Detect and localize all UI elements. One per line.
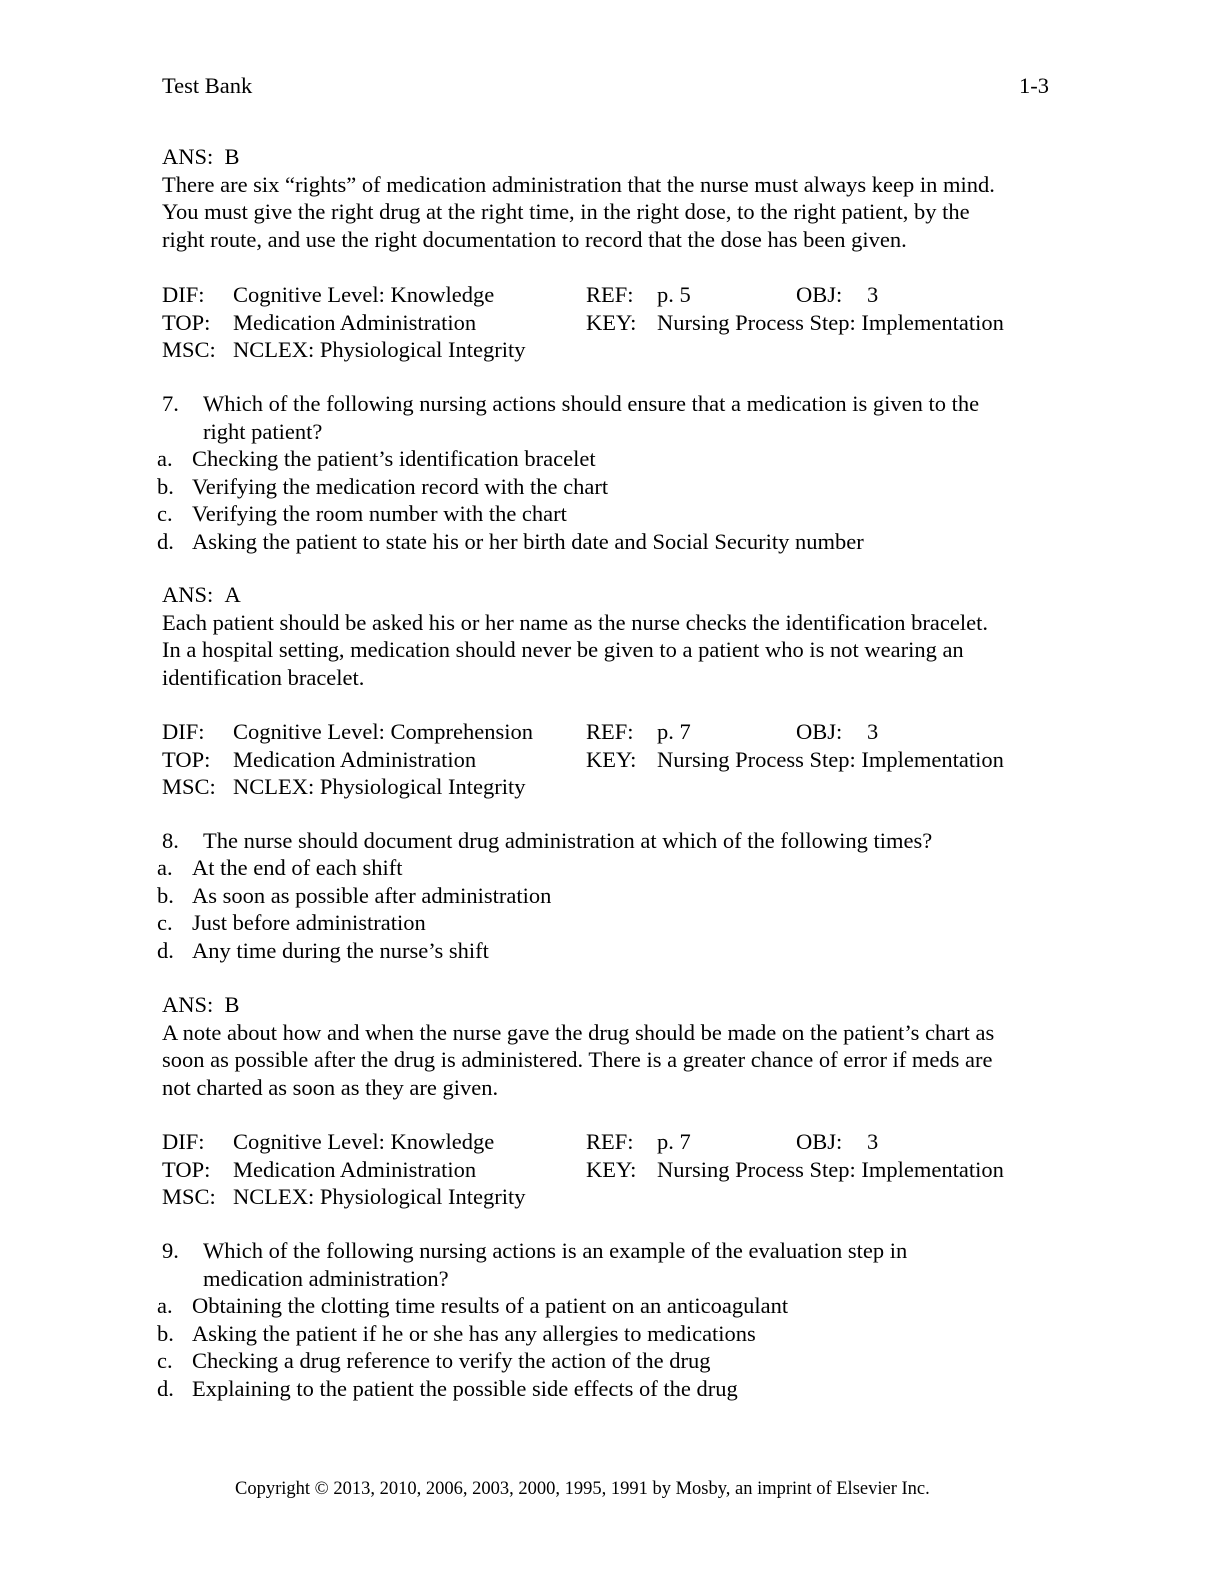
question-number: 9.: [162, 1238, 179, 1263]
answer-line: ANS: A: [162, 582, 241, 607]
answer-letter: B: [224, 144, 240, 169]
answer-block-7: [162, 581, 1062, 691]
answer-block-6: [162, 143, 1062, 253]
meta-row-dif: DIF: Cognitive Level: Knowledge REF: p. 7 OBJ: 3: [162, 1129, 879, 1154]
option-a: a. At the end of each shift: [157, 855, 403, 880]
option-b: b. Asking the patient if he or she has any allergies to medications: [157, 1320, 756, 1346]
rationale-line: You must give the right drug at the right time, in the right dose, to the right patient, by the: [162, 199, 970, 224]
rationale-line: soon as possible after the drug is administered. There is a greater chance of error if meds are: [162, 1047, 993, 1072]
option-d: d. Explaining to the patient the possible side effects of the drug: [157, 1375, 738, 1401]
metadata-block-8: [162, 1128, 1062, 1211]
question-number: 8.: [162, 828, 179, 853]
objective-value: 3: [867, 282, 879, 307]
meta-row-top: TOP: Medication Administration KEY: Nursing Process Step: Implementation: [162, 309, 1004, 335]
objective-value: 3: [867, 1129, 879, 1154]
question-number: 7.: [162, 391, 179, 416]
msc-value: NCLEX: Physiological Integrity: [233, 774, 526, 799]
reference-value: p. 7: [657, 719, 691, 744]
rationale-line: There are six “rights” of medication administration that the nurse must always keep in mind.: [162, 171, 995, 197]
rationale-line: right route, and use the right documentation to record that the dose has been given.: [162, 226, 907, 252]
key-value: Nursing Process Step: Implementation: [657, 1156, 1004, 1182]
key-value: Nursing Process Step: Implementation: [657, 309, 1004, 335]
option-c: c. Verifying the room number with the chart: [157, 501, 567, 526]
rationale-line: In a hospital setting, medication should never be given to a patient who is not wearing an: [162, 637, 964, 662]
option-b: b. Verifying the medication record with the chart: [157, 473, 609, 499]
meta-row-top: TOP: Medication Administration KEY: Nursing Process Step: Implementation: [162, 1156, 1004, 1182]
option-d: d. Any time during the nurse’s shift: [157, 937, 489, 963]
option-c: c. Just before administration: [157, 910, 426, 935]
question-7-options: [157, 445, 1057, 555]
page-number: 1-3: [1019, 73, 1049, 98]
reference-value: p. 5: [657, 282, 691, 307]
answer-block-8: [162, 991, 1062, 1101]
meta-row-msc: MSC: NCLEX: Physiological Integrity: [162, 774, 526, 799]
topic-value: Medication Administration: [233, 309, 477, 335]
difficulty-value: Cognitive Level: Comprehension: [233, 719, 533, 744]
answer-letter: A: [224, 582, 241, 607]
difficulty-value: Cognitive Level: Knowledge: [233, 282, 495, 307]
rationale-line: identification bracelet.: [162, 664, 365, 690]
question-9-stem: [162, 1237, 1062, 1292]
question-8-stem: [162, 827, 1062, 855]
question-text: The nurse should document drug administration at which of the following times?: [203, 828, 933, 853]
question-text: Which of the following nursing actions is an example of the evaluation step in: [203, 1238, 908, 1263]
question-7-stem: [162, 390, 1062, 445]
topic-value: Medication Administration: [233, 1156, 477, 1182]
question-8-options: [157, 854, 1057, 964]
page-header-title: Test Bank: [162, 73, 253, 98]
copyright-footer: Copyright © 2013, 2010, 2006, 2003, 2000, 1995, 1991 by Mosby, an imprint of Elsevier Inc.: [235, 1479, 930, 1499]
rationale-line: not charted as soon as they are given.: [162, 1074, 499, 1100]
meta-row-dif: DIF: Cognitive Level: Comprehension REF: p. 7 OBJ: 3: [162, 719, 879, 744]
reference-value: p. 7: [657, 1129, 691, 1154]
option-d: d. Asking the patient to state his or her birth date and Social Security number: [157, 528, 864, 554]
msc-value: NCLEX: Physiological Integrity: [233, 1184, 526, 1209]
question-9-options: [157, 1292, 1057, 1402]
rationale-line: Each patient should be asked his or her name as the nurse checks the identification bracelet.: [162, 609, 988, 635]
metadata-block-6: [162, 281, 1062, 364]
objective-value: 3: [867, 719, 879, 744]
rationale-line: A note about how and when the nurse gave the drug should be made on the patient’s chart as: [162, 1019, 995, 1045]
topic-value: Medication Administration: [233, 746, 477, 772]
metadata-block-7: [162, 718, 1062, 801]
option-a: a. Checking the patient’s identification bracelet: [157, 446, 596, 471]
question-text: right patient?: [203, 418, 323, 444]
option-b: b. As soon as possible after administration: [157, 882, 552, 908]
question-text: Which of the following nursing actions should ensure that a medication is given to the: [203, 391, 980, 416]
answer-line: ANS: B: [162, 144, 240, 169]
option-a: a. Obtaining the clotting time results of a patient on an anticoagulant: [157, 1293, 789, 1318]
question-text: medication administration?: [203, 1265, 449, 1291]
option-c: c. Checking a drug reference to verify the action of the drug: [157, 1348, 711, 1373]
meta-row-dif: DIF: Cognitive Level: Knowledge REF: p. 5 OBJ: 3: [162, 282, 879, 307]
key-value: Nursing Process Step: Implementation: [657, 746, 1004, 772]
answer-letter: B: [224, 992, 240, 1017]
answer-line: ANS: B: [162, 992, 240, 1017]
msc-value: NCLEX: Physiological Integrity: [233, 337, 526, 362]
meta-row-top: TOP: Medication Administration KEY: Nursing Process Step: Implementation: [162, 746, 1004, 772]
meta-row-msc: MSC: NCLEX: Physiological Integrity: [162, 337, 526, 362]
difficulty-value: Cognitive Level: Knowledge: [233, 1129, 495, 1154]
meta-row-msc: MSC: NCLEX: Physiological Integrity: [162, 1184, 526, 1209]
